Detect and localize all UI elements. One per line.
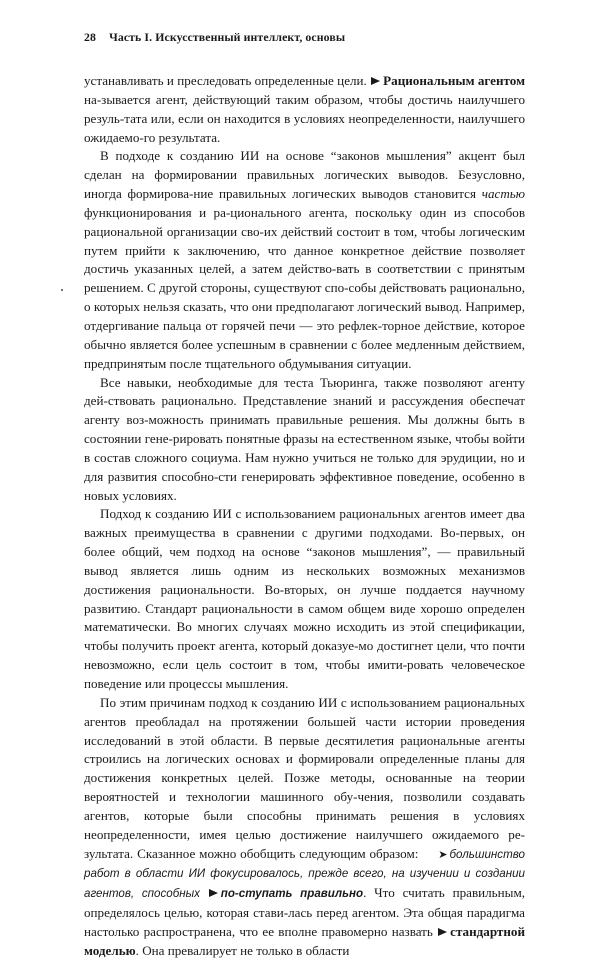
term-marker-icon [438,928,447,936]
body-text [84,72,525,961]
margin-dot [61,289,63,291]
paragraph-5 [84,694,525,961]
term-marker-icon: ➤ [438,847,448,861]
running-header [84,30,524,45]
term-marker-icon [209,889,218,897]
paragraph-1 [84,72,525,147]
term-standard-model: стандартной моделью [84,923,525,958]
term-act-correctly: по-ступать правильно [220,887,364,901]
paragraph-2-text-b: функционирования и ра-ционального агента, поскольку один из способов рациональной организации сво-их действий состоит в том, чтобы логическим путем прийти к заключению, что данное конкретное действие позволяет достичь указанных целей, а затем действо-вать в соответствии с принятым решением. С другой стороны, существуют спо-собы действовать рационально, о которых нельзя сказать, что они предполагают логический вывод. Например, отдергивание пальца от горячей печи — это рефлек-торное действие, которое обычно является более успешным в сравнении с более медленным действием, предпринятым после тщательного обдумывания ситуации. [84,204,525,371]
paragraph-3: Все навыки, необходимые для теста Тьюринга, также позволяют агенту дей-ствовать рационально. Представление знаний и рассуждения обеспечат агенту воз-можность принимать правильные решения. Мы должны быть в состоянии гене-рировать понятные фразы на естественном языке, чтобы войти в состав сложного социума. Нам нужно учиться не только для эрудиции, но и для развития способно-сти генерировать эффективное поведение, особенно в новых условиях. [84,374,525,503]
chapter-title: Часть I. Искусственный интеллект, основы [109,30,346,44]
paragraph-2 [84,147,525,373]
emphasis-part: частью [481,186,525,202]
paragraph-1-text-b: на-зывается агент, действующий таким образом, чтобы достичь наилучшего резуль-тата или, если он находится в условиях неопределенности, наилучшего ожидаемо-го результата. [84,91,525,145]
paragraph-1-text-a: устанавливать и преследовать определенные цели. [84,73,371,88]
paragraph-5-text-a: По этим причинам подход к созданию ИИ с использованием рациональных агентов преобладал на протяжении большей части истории проведения исследований в этой области. В первые десятилетия рациональные агенты строились на логических основах и формировали определенные планы для достижения конкретных целей. Позже методы, основанные на теории вероятностей и технологии машинного обу-чения, позволили создавать агентов, которые были способны принимать решения в условиях неопределенности, имея целью достижение наилучшего ожидаемого ре-зультата. Сказанное можно обобщить следующим образом: [84,694,525,861]
term-rational-agent: Рациональным агентом [383,73,525,88]
paragraph-4: Подход к созданию ИИ с использованием рациональных агентов имеет два важных преимущества в сравнении с другими подходами. Во-первых, он более общий, чем подход на основе “законов мышления”, — правильный вывод является лишь одним из нескольких возможных механизмов достижения рациональности. Во-вторых, он лучше поддается научному развитию. Стандарт рациональности в самом общем виде хорошо определен математически. Во многих случаях можно исходить из этой спецификации, чтобы получить проект агента, который доказуе-мо достигнет цели, что почти невозможно, если цель состоит в том, чтобы имити-ровать человеческое поведение или процессы мышления. [84,506,525,691]
page-number: 28 [84,30,96,44]
paragraph-2-text-a: В подходе к созданию ИИ на основе “законов мышления” акцент был сделан на формировании правильных логических выводов. Безусловно, иногда формирова-ние правильных логических выводов становится [84,148,525,202]
paragraph-5-text-b: . Что считать правильным, определялось целью, которая стави-лась перед агентом. Эта общая парадигма настолько распространена, что ее вполне правомерно назвать [84,885,526,939]
paragraph-5-text-c: . Она превалирует не только в области [135,942,350,958]
term-marker-icon [371,77,380,85]
emphasis-summary: большинство работ в области ИИ фокусировалось, прежде всего, на изучении и создании агентов, способных [84,847,525,901]
